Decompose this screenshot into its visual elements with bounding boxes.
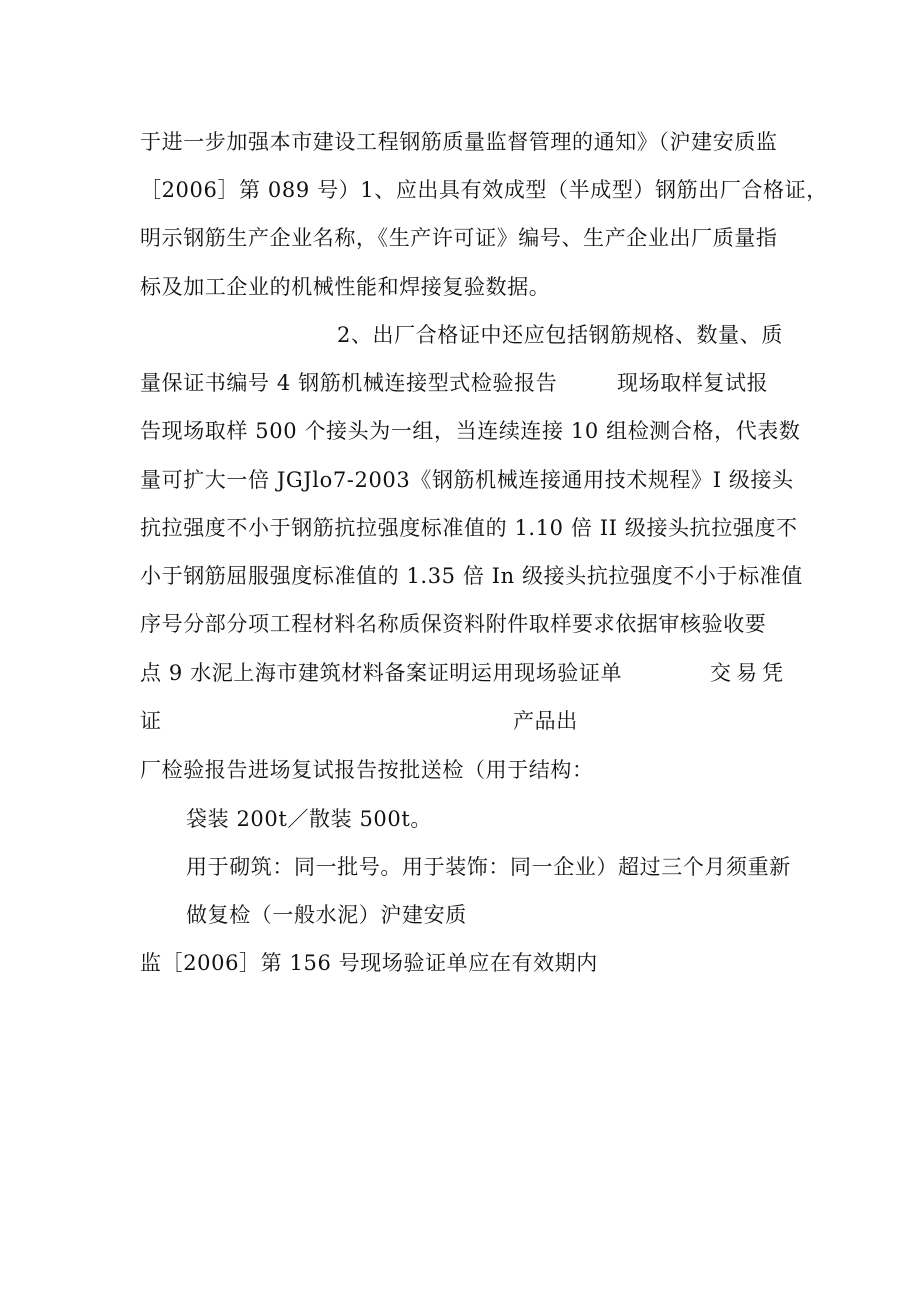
text-line: 量保证书编号 4 钢筋机械连接型式检验报告 <box>140 371 558 395</box>
text-line: 抗拉强度不小于钢筋抗拉强度标准值的 1.10 倍 II 级接头抗拉强度不 <box>140 516 798 540</box>
text-line: 交易凭 <box>710 661 788 685</box>
text-line: 于进一步加强本市建设工程钢筋质量监督管理的通知》（沪建安质监 <box>140 130 778 154</box>
text-line: 袋装 200t／散装 500t。 <box>186 807 432 831</box>
text-line: 小于钢筋屈服强度标准值的 1.35 倍 In 级接头抗拉强度不小于标准值 <box>140 564 803 588</box>
text-line: 厂检验报告进场复试报告按批送检（用于结构： <box>140 758 594 782</box>
text-line: 用于砌筑：同一批号。用于装饰：同一企业）超过三个月须重新 <box>186 855 791 879</box>
text-line: 标及加工企业的机械性能和焊接复验数据。 <box>140 275 551 299</box>
text-line: 明示钢筋生产企业名称，《生产许可证》编号、生产企业出厂质量指 <box>140 226 778 250</box>
text-line: 监［2006］第 156 号现场验证单应在有效期内 <box>140 951 598 975</box>
text-line: 做复检（一般水泥）沪建安质 <box>186 903 467 927</box>
text-line: 告现场取样 500 个接头为一组，当连续连接 10 组检测合格，代表数 <box>140 419 801 443</box>
text-line: 2、出厂合格证中还应包括钢筋规格、数量、质 <box>337 323 783 347</box>
text-line: 量可扩大一倍 JGJlo7-2003《钢筋机械连接通用技术规程》I 级接头 <box>140 468 794 492</box>
text-line: 序号分部分项工程材料名称质保资料附件取样要求依据审核验收要 <box>140 612 767 636</box>
text-line: 点 9 水泥上海市建筑材料备案证明运用现场验证单 <box>140 661 623 685</box>
text-line: ［2006］第 089 号）1、应出具有效成型（半成型）钢筋出厂合格证， <box>140 178 828 202</box>
text-line: 证 <box>140 709 162 733</box>
text-line: 现场取样复试报 <box>617 371 769 395</box>
text-line: 产品出 <box>513 709 578 733</box>
